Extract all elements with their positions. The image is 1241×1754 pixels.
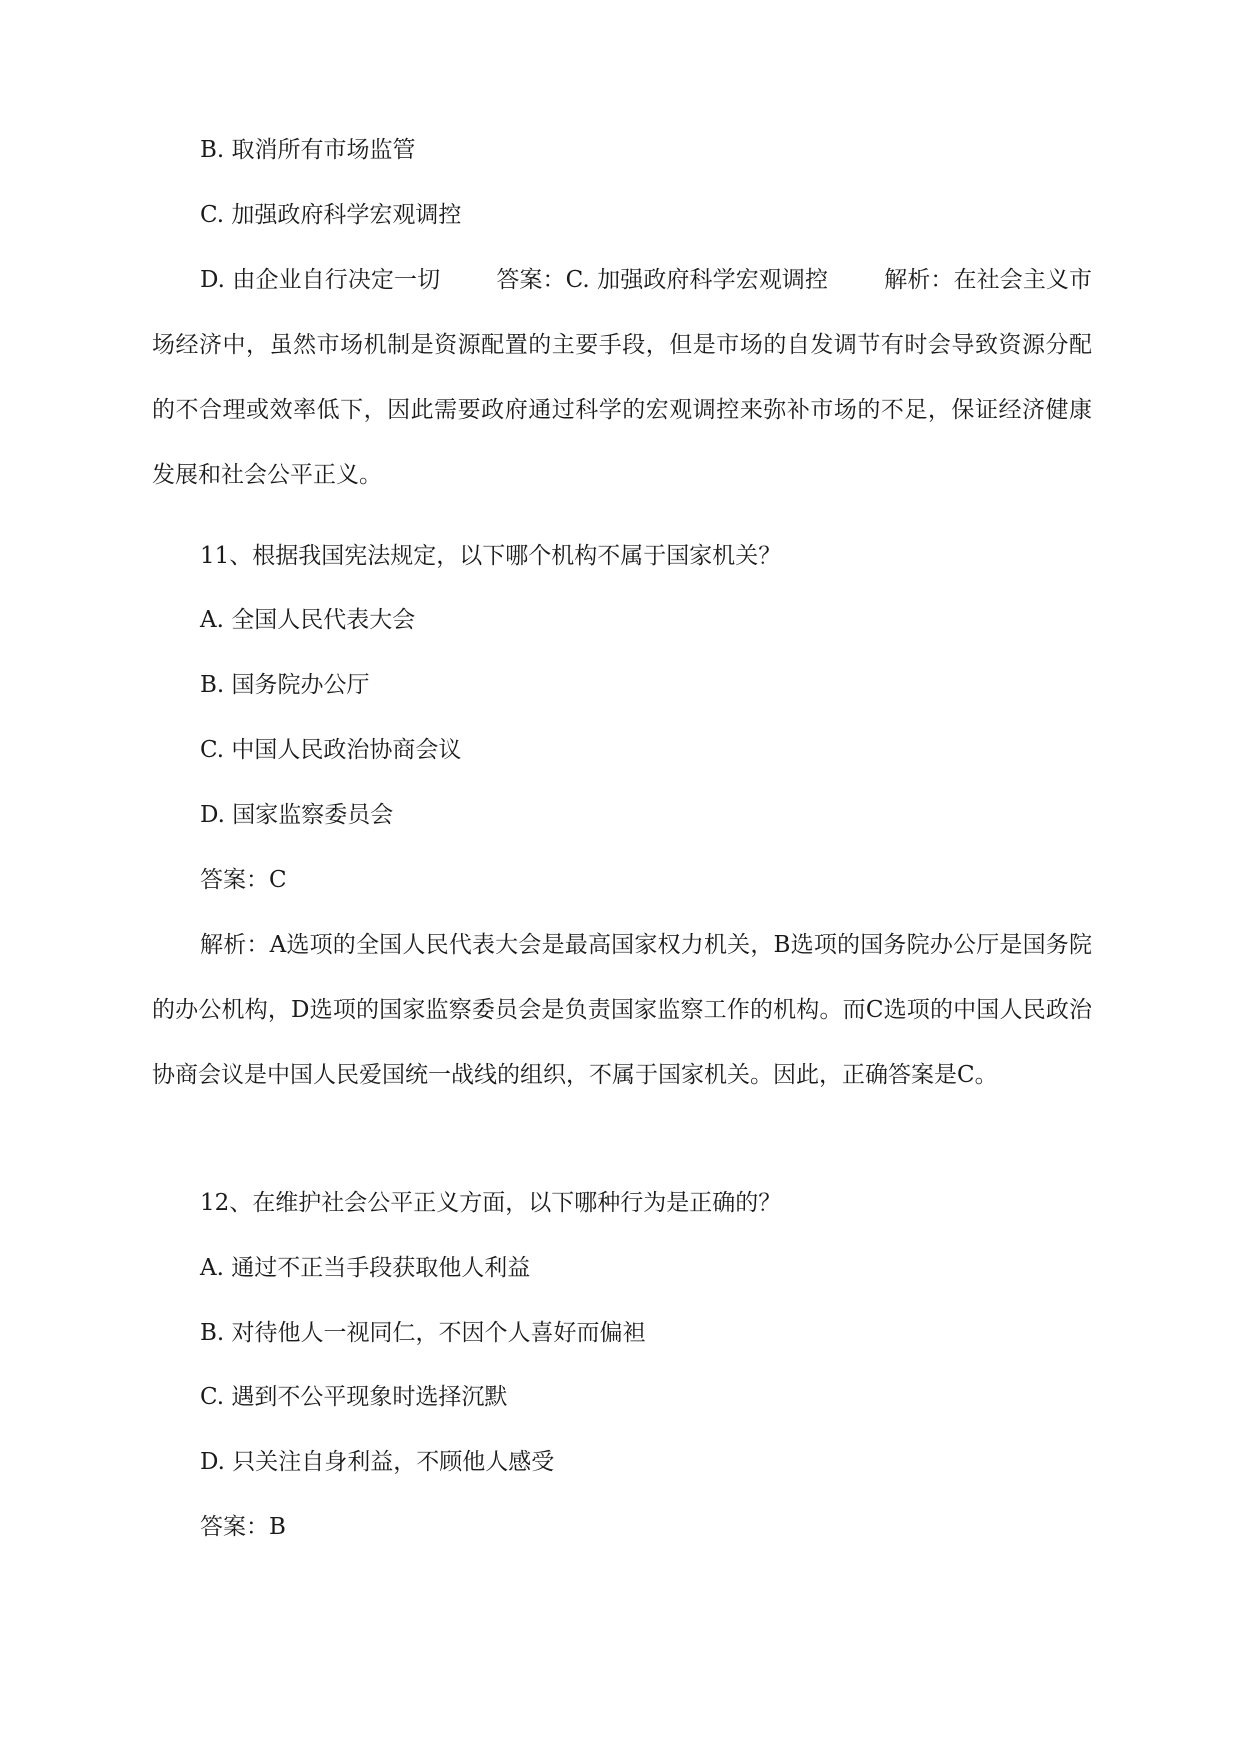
- q12-option-c: C. 遇到不公平现象时选择沉默: [200, 1384, 508, 1410]
- q11-question: 11、根据我国宪法规定，以下哪个机构不属于国家机关？: [200, 543, 782, 569]
- q11-explanation: 解析：A选项的全国人民代表大会是最高国家权力机关，B选项的国务院办公厅是国务院的办公机构，D选项的国家监察委员会是负责国家监察工作的机构。而C选项的中国人民政治协商会议是中国人民爱国统一战线的组织，不属于国家机关。因此，正确答案是C。: [152, 932, 1092, 1088]
- q12-option-d: D. 只关注自身利益，不顾他人感受: [200, 1449, 555, 1475]
- q11-option-d: D. 国家监察委员会: [200, 802, 394, 828]
- q12-option-a: A. 通过不正当手段获取他人利益: [200, 1255, 531, 1281]
- prev-explanation: 解析：在社会主义市场经济中，虽然市场机制是资源配置的主要手段，但是市场的自发调节有时会导致资源分配的不合理或效率低下，因此需要政府通过科学的宏观调控来弥补市场的不足，保证经济健康发展和社会公平正义。: [152, 267, 1093, 488]
- q11-option-a: A. 全国人民代表大会: [200, 607, 416, 633]
- q11-option-c: C. 中国人民政治协商会议: [200, 737, 462, 763]
- prev-option-c: C. 加强政府科学宏观调控: [200, 202, 462, 228]
- q11-option-b: B. 国务院办公厅: [200, 672, 370, 698]
- prev-answer: 答案：C. 加强政府科学宏观调控: [496, 267, 829, 293]
- prev-option-b: B. 取消所有市场监管: [200, 137, 416, 163]
- prev-option-d: D. 由企业自行决定一切: [200, 267, 441, 293]
- q11-answer: 答案：C: [200, 867, 287, 893]
- q12-answer: 答案：B: [200, 1514, 286, 1540]
- q12-question: 12、在维护社会公平正义方面，以下哪种行为是正确的？: [200, 1190, 782, 1216]
- prev-answer-explanation: [152, 248, 1092, 508]
- q12-option-b: B. 对待他人一视同仁，不因个人喜好而偏袒: [200, 1320, 646, 1346]
